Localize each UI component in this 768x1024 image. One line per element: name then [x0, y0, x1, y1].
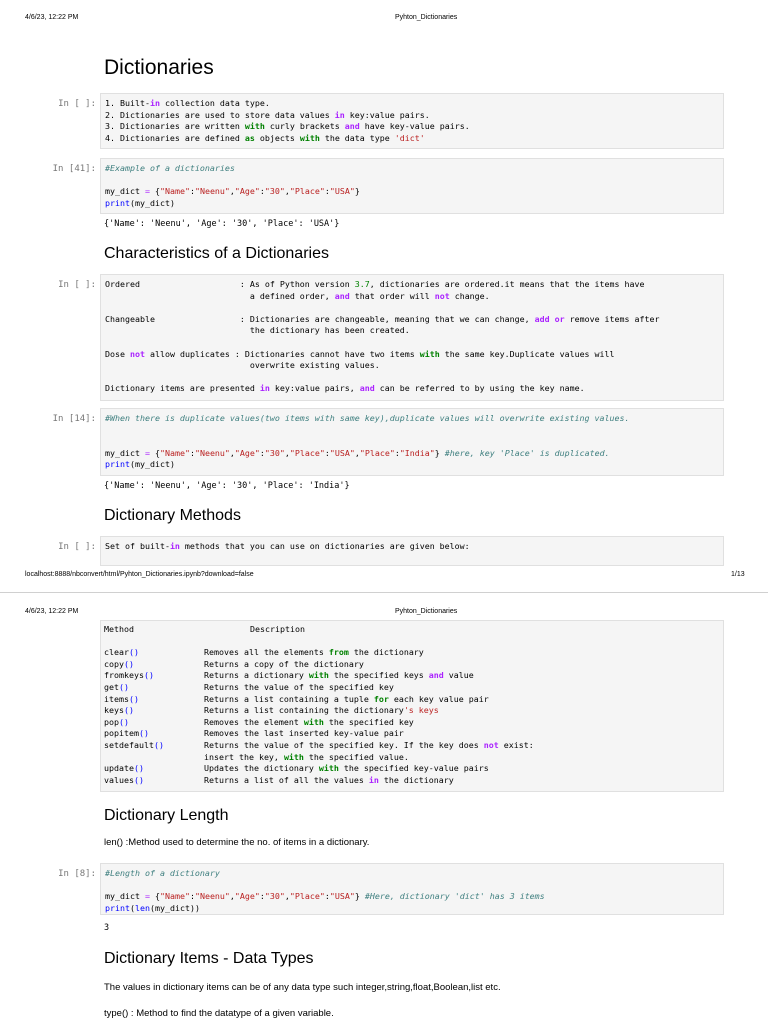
method-description: Returns a list containing a tuple for each key value pair	[204, 693, 489, 704]
code-line: Dose not allow duplicates : Dictionaries cannot have two items with the same key.Duplicate values will	[105, 348, 615, 359]
code-line: Set of built-in methods that you can use on dictionaries are given below:	[105, 541, 470, 551]
code-line: #When there is duplicate values(two items with same key),duplicate values will overwrite existing values.	[105, 413, 630, 423]
cell-output: {'Name': 'Neenu', 'Age': '30', 'Place': 'USA'}	[104, 219, 340, 229]
method-name: get()	[104, 682, 129, 692]
code-line: a defined order, and that order will not change.	[105, 290, 490, 301]
code-line	[105, 302, 719, 314]
code-line: my_dict = {"Name":"Neenu","Age":"30","Place":"USA"} #Here, dictionary 'dict' has 3 items	[105, 891, 545, 902]
method-name: clear()	[104, 647, 139, 658]
heading-characteristics: Characteristics of a Dictionaries	[104, 245, 329, 262]
code-line	[105, 436, 719, 448]
print-doc-title: Pyhton_Dictionaries	[395, 14, 458, 21]
code-line: Changeable : Dictionaries are changeable, meaning that we can change, add or remove items after	[105, 313, 660, 324]
type-method-description: type() : Method to find the datatype of a given variable.	[104, 1008, 334, 1019]
print-footer-url: localhost:8888/nbconvert/html/Pyhton_Dictionaries.ipynb?download=false	[25, 571, 254, 578]
method-description: Removes all the elements from the dictionary	[204, 647, 424, 658]
page-break	[0, 592, 768, 593]
method-column-header: Method	[104, 624, 134, 634]
code-line: 3. Dictionaries are written with curly brackets and have key-value pairs.	[105, 121, 470, 132]
method-description: Returns the value of the specified key	[204, 682, 394, 692]
method-description: Returns a list containing the dictionary's keys	[204, 705, 439, 716]
code-line	[105, 425, 719, 437]
code-line: print(my_dict)	[105, 197, 175, 208]
code-line: #Example of a dictionaries	[105, 163, 235, 173]
markdown-cell-intro[interactable]	[100, 93, 724, 149]
heading-dictionaries: Dictionaries	[104, 56, 214, 79]
cell-output: 3	[104, 923, 110, 933]
code-line: my_dict = {"Name":"Neenu","Age":"30","Place":"USA"}	[105, 186, 360, 197]
code-line	[105, 175, 719, 187]
method-description: Returns a copy of the dictionary	[204, 658, 364, 669]
code-line: 1. Built-in collection data type.	[105, 98, 270, 108]
code-line: 4. Dictionaries are defined as objects with the data type 'dict'	[105, 132, 425, 143]
print-page-number: 1/13	[731, 571, 745, 578]
cell-prompt: In [8]:	[58, 869, 96, 879]
method-name: items()	[104, 693, 139, 704]
code-line: print(len(my_dict))	[105, 902, 200, 913]
method-name: values()	[104, 774, 144, 785]
code-line: the dictionary has been created.	[105, 325, 410, 336]
code-line: Dictionary items are presented in key:value pairs, and can be referred to by using the key name.	[105, 383, 585, 394]
markdown-cell-methods-intro[interactable]	[100, 536, 724, 566]
method-description: Returns a list of all the values in the dictionary	[204, 774, 454, 785]
code-line: print(my_dict)	[105, 459, 175, 470]
method-name: fromkeys()	[104, 670, 154, 681]
print-doc-title: Pyhton_Dictionaries	[395, 608, 458, 615]
code-line: 2. Dictionaries are used to store data values in key:value pairs.	[105, 109, 430, 120]
heading-methods: Dictionary Methods	[104, 507, 241, 524]
print-timestamp: 4/6/23, 12:22 PM	[25, 608, 79, 615]
method-description: Removes the element with the specified key	[204, 716, 414, 727]
cell-prompt: In [ ]:	[58, 99, 96, 109]
method-name: popitem()	[104, 728, 149, 739]
method-name: setdefault()	[104, 740, 164, 750]
method-description: Returns the value of the specified key. If the key does not exist:	[204, 740, 534, 750]
cell-prompt: In [ ]:	[58, 280, 96, 290]
data-types-description: The values in dictionary items can be of any data type such integer,string,float,Boolean,list etc.	[104, 982, 501, 993]
method-description: insert the key, with the specified value.	[204, 751, 409, 762]
method-name: update()	[104, 763, 144, 774]
heading-length: Dictionary Length	[104, 807, 229, 824]
code-line: #Length of a dictionary	[105, 868, 220, 878]
print-timestamp: 4/6/23, 12:22 PM	[25, 14, 79, 21]
cell-prompt: In [14]:	[52, 414, 96, 424]
code-line	[105, 372, 719, 384]
method-description: Removes the last inserted key-value pair	[204, 728, 404, 739]
method-name: copy()	[104, 658, 134, 669]
code-line: Ordered : As of Python version 3.7, dictionaries are ordered.it means that the items have	[105, 279, 645, 289]
length-description: len() :Method used to determine the no. of items in a dictionary.	[104, 837, 370, 848]
code-line: overwrite existing values.	[105, 360, 380, 371]
markdown-cell-characteristics[interactable]	[100, 274, 724, 401]
code-cell-duplicates[interactable]	[100, 408, 724, 476]
code-cell-length[interactable]	[100, 863, 724, 915]
cell-prompt: In [ ]:	[58, 542, 96, 552]
heading-data-types: Dictionary Items - Data Types	[104, 950, 314, 967]
cell-output: {'Name': 'Neenu', 'Age': '30', 'Place': 'India'}	[104, 481, 350, 491]
method-description: Updates the dictionary with the specified key-value pairs	[204, 763, 489, 774]
code-line: my_dict = {"Name":"Neenu","Age":"30","Place":"USA","Place":"India"} #here, key 'Place' is duplicated.	[105, 447, 610, 458]
method-description: Returns a dictionary with the specified keys and value	[204, 670, 474, 681]
code-line	[105, 880, 719, 892]
method-name: pop()	[104, 716, 129, 727]
methods-table	[104, 624, 720, 792]
code-line	[105, 337, 719, 349]
code-cell-example[interactable]	[100, 158, 724, 214]
cell-prompt: In [41]:	[52, 164, 96, 174]
method-name: keys()	[104, 705, 134, 716]
description-column-header: Description	[250, 624, 305, 634]
